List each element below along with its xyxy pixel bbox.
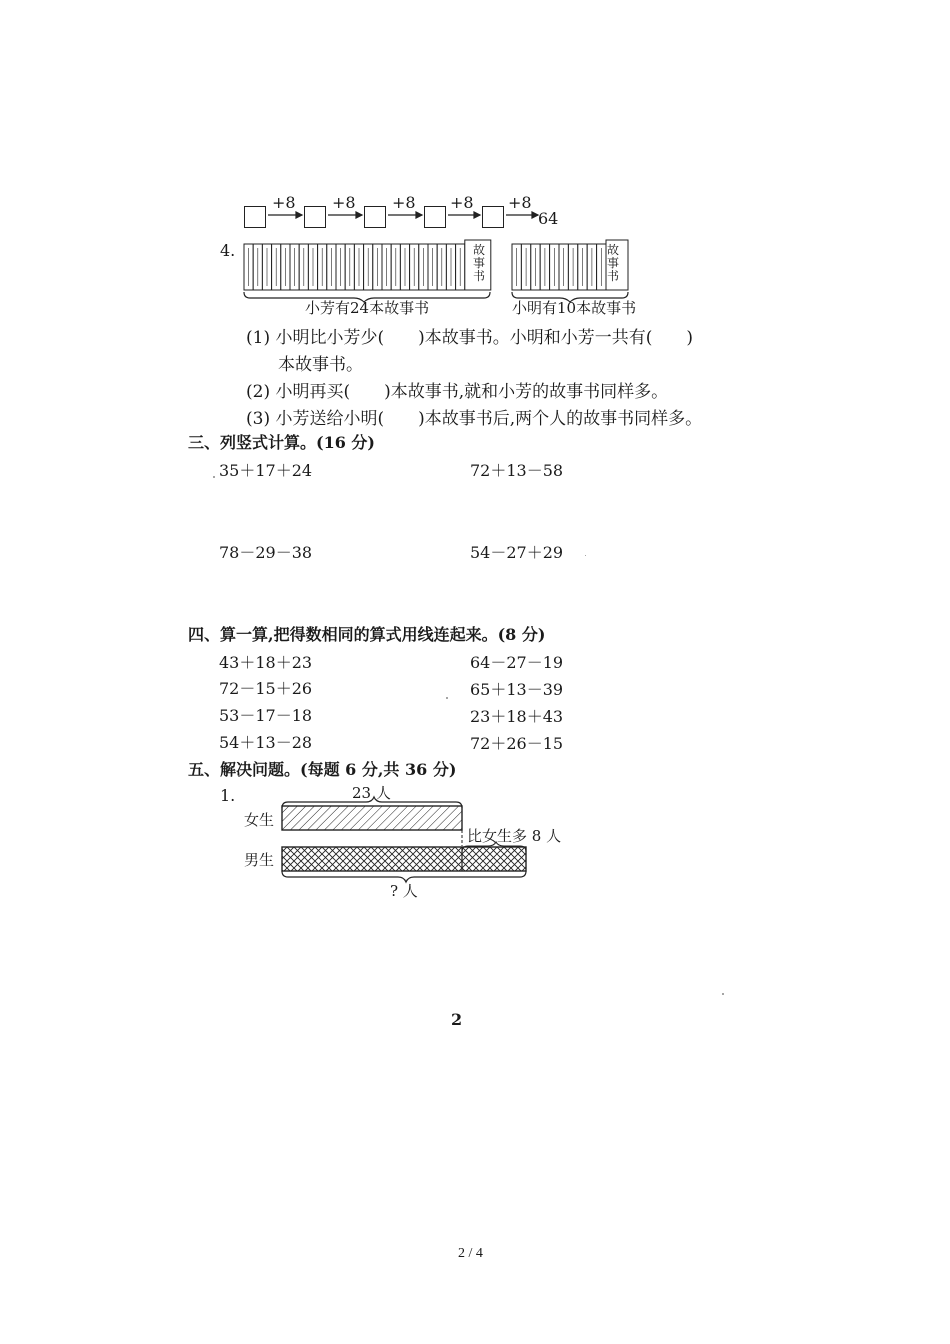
label-girls: 女生 (244, 811, 275, 829)
vertical-calc-4: 54－27＋29 (470, 543, 564, 562)
girls-bar (282, 806, 462, 830)
section-4-title: 四、算一算,把得数相同的算式用线连起来。(8 分) (188, 625, 546, 644)
spine-label-left: 故事书 (472, 243, 485, 283)
bar-bottom-label: ? 人 (390, 882, 418, 900)
bar-more-label: 比女生多 8 人 (467, 827, 562, 845)
chain-op-3: +8 (392, 193, 416, 212)
chain-op-2: +8 (332, 193, 356, 212)
scan-speck (585, 555, 586, 556)
page-footer: 2 / 4 (458, 1246, 483, 1261)
scan-speck (213, 476, 215, 478)
chain-op-5: +8 (508, 193, 532, 212)
match-right-3[interactable]: 23＋18＋43 (470, 707, 564, 726)
match-right-1[interactable]: 64－27－19 (470, 653, 564, 672)
caption-xiaoming: 小明有10本故事书 (512, 299, 637, 317)
section-5-title: 五、解决问题。(每题 6 分,共 36 分) (188, 760, 457, 779)
vertical-calc-3: 78－29－38 (219, 543, 313, 562)
match-left-2[interactable]: 72－15＋26 (219, 679, 313, 698)
caption-xiaofang: 小芳有24本故事书 (305, 299, 430, 317)
label-boys: 男生 (244, 851, 275, 869)
match-right-4[interactable]: 72＋26－15 (470, 734, 564, 753)
q4-sub-2: (2) 小明再买( )本故事书,就和小芳的故事书同样多。 (246, 382, 669, 402)
page-number: 2 (451, 1010, 463, 1029)
bar-top-label: 23 人 (352, 784, 391, 802)
vertical-calc-1: 35＋17＋24 (219, 461, 313, 480)
chain-end-value: 64 (538, 209, 559, 228)
question-4-number: 4. (220, 241, 236, 260)
section-3-title: 三、列竖式计算。(16 分) (188, 433, 375, 452)
scan-speck (722, 993, 724, 995)
q4-sub-1-cont: 本故事书。 (278, 355, 363, 375)
spine-label-right: 故事书 (606, 243, 619, 283)
match-left-4[interactable]: 54＋13－28 (219, 733, 313, 752)
chain-op-1: +8 (272, 193, 296, 212)
q4-sub-3: (3) 小芳送给小明( )本故事书后,两个人的故事书同样多。 (246, 409, 703, 429)
problem-1-number: 1. (220, 786, 236, 805)
vertical-calc-2: 72＋13－58 (470, 461, 564, 480)
boys-bar (282, 847, 526, 871)
q4-sub-1: (1) 小明比小芳少( )本故事书。小明和小芳一共有( ) (246, 328, 694, 348)
match-right-2[interactable]: 65＋13－39 (470, 680, 564, 699)
match-left-1[interactable]: 43＋18＋23 (219, 653, 313, 672)
chain-op-4: +8 (450, 193, 474, 212)
scan-speck (446, 697, 448, 699)
match-left-3[interactable]: 53－17－18 (219, 706, 313, 725)
